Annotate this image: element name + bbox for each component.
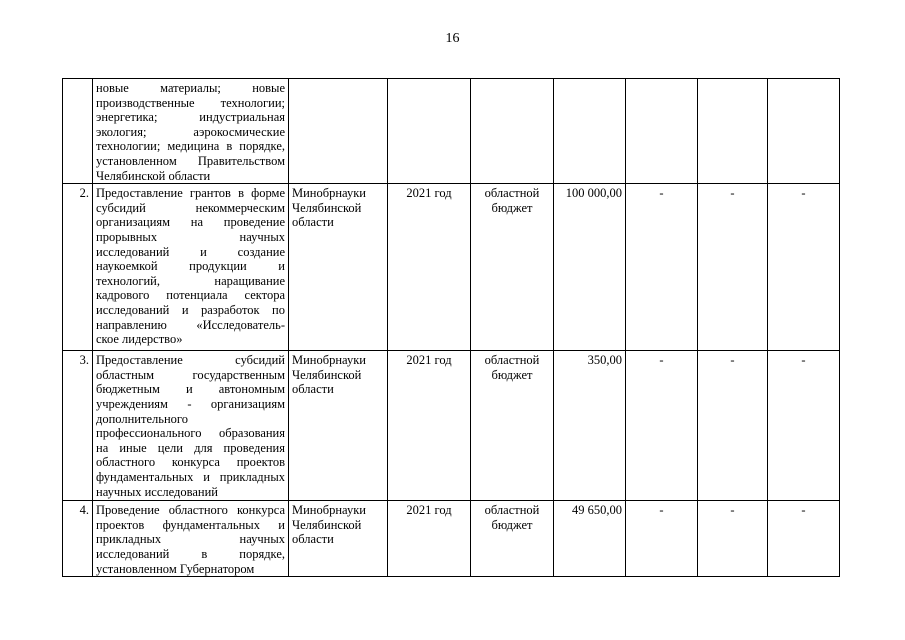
funding-source-cell: областной бюджет: [471, 501, 554, 577]
amount-cell: 100 000,00: [554, 184, 626, 351]
description-line: учреждениям - организациям: [96, 396, 285, 411]
amount-cell: 49 650,00: [554, 501, 626, 577]
executor-cell: Минобрнауки Челябинской области: [289, 184, 388, 351]
row-number-cell: 3.: [63, 351, 93, 501]
description-line: Предоставление грантов в форме: [96, 186, 285, 201]
description-line: наукоемкой продукции и: [96, 259, 285, 274]
year-cell: 2021 год: [388, 351, 471, 501]
amount-cell: 350,00: [554, 351, 626, 501]
description-line: технологии; медицина в порядке,: [96, 139, 285, 154]
description-line: областным государственным: [96, 367, 285, 382]
description-line: на иные цели для проведения: [96, 440, 285, 455]
description-cell: [93, 351, 289, 501]
description-line: прорывных научных: [96, 229, 285, 244]
executor-cell: Минобрнауки Челябинской области: [289, 351, 388, 501]
description-line: исследований в порядке,: [96, 546, 285, 561]
table-row: [63, 501, 840, 577]
description-line: научных исследований: [96, 484, 218, 499]
description-line: новые материалы; новые: [96, 81, 285, 95]
description-line: исследований и разработок по: [96, 302, 285, 317]
executor-cell: [289, 79, 388, 184]
page-number: 16: [445, 31, 460, 46]
description-line: проектов фундаментальных и: [96, 517, 285, 532]
description-line: субсидий некоммерческим: [96, 200, 285, 215]
row-number-cell: 2.: [63, 184, 93, 351]
description-line: направлению «Исследователь-: [96, 317, 285, 332]
funding-source-cell: [471, 79, 554, 184]
row-number-cell: [63, 79, 93, 184]
value-cell-8: [698, 79, 768, 184]
description-line: организациям на проведение: [96, 215, 285, 230]
row-number-cell: 4.: [63, 501, 93, 577]
description-line: прикладных научных: [96, 532, 285, 547]
description-line: установленном Правительством: [96, 153, 285, 168]
amount-cell: [554, 79, 626, 184]
description-line: областного конкурса проектов: [96, 455, 285, 470]
value-cell-9: -: [768, 351, 840, 501]
description-line: дополнительного: [96, 411, 188, 426]
year-cell: [388, 79, 471, 184]
description-line: экология; аэрокосмические: [96, 124, 285, 139]
description-line: фундаментальных и прикладных: [96, 469, 285, 484]
description-line: Предоставление субсидий: [96, 353, 285, 368]
description-cell: [93, 184, 289, 351]
description-line: технологий, наращивание: [96, 273, 285, 288]
year-cell: 2021 год: [388, 184, 471, 351]
funding-source-cell: областной бюджет: [471, 184, 554, 351]
value-cell-7: -: [626, 184, 698, 351]
value-cell-9: -: [768, 184, 840, 351]
description-line: кадрового потенциала сектора: [96, 288, 285, 303]
description-line: производственные технологии;: [96, 95, 285, 110]
description-line: установленном Губернатором: [96, 561, 255, 576]
value-cell-8: -: [698, 184, 768, 351]
description-line: исследований и создание: [96, 244, 285, 259]
table-row: [63, 351, 840, 501]
value-cell-8: -: [698, 351, 768, 501]
year-cell: 2021 год: [388, 501, 471, 577]
description-line: ское лидерство»: [96, 332, 183, 347]
executor-cell: Минобрнауки Челябинской области: [289, 501, 388, 577]
description-line: Проведение областного конкурса: [96, 503, 285, 518]
table-row: [63, 184, 840, 351]
program-table: [62, 78, 840, 577]
description-line: энергетика; индустриальная: [96, 110, 285, 125]
table-row: [63, 79, 840, 184]
funding-source-cell: областной бюджет: [471, 351, 554, 501]
description-line: профессионального образования: [96, 426, 285, 441]
value-cell-9: [768, 79, 840, 184]
value-cell-7: -: [626, 501, 698, 577]
value-cell-7: -: [626, 351, 698, 501]
description-line: бюджетным и автономным: [96, 382, 285, 397]
description-cell: [93, 79, 289, 184]
value-cell-8: -: [698, 501, 768, 577]
value-cell-7: [626, 79, 698, 184]
description-cell: [93, 501, 289, 577]
value-cell-9: -: [768, 501, 840, 577]
description-line: Челябинской области: [96, 168, 211, 183]
